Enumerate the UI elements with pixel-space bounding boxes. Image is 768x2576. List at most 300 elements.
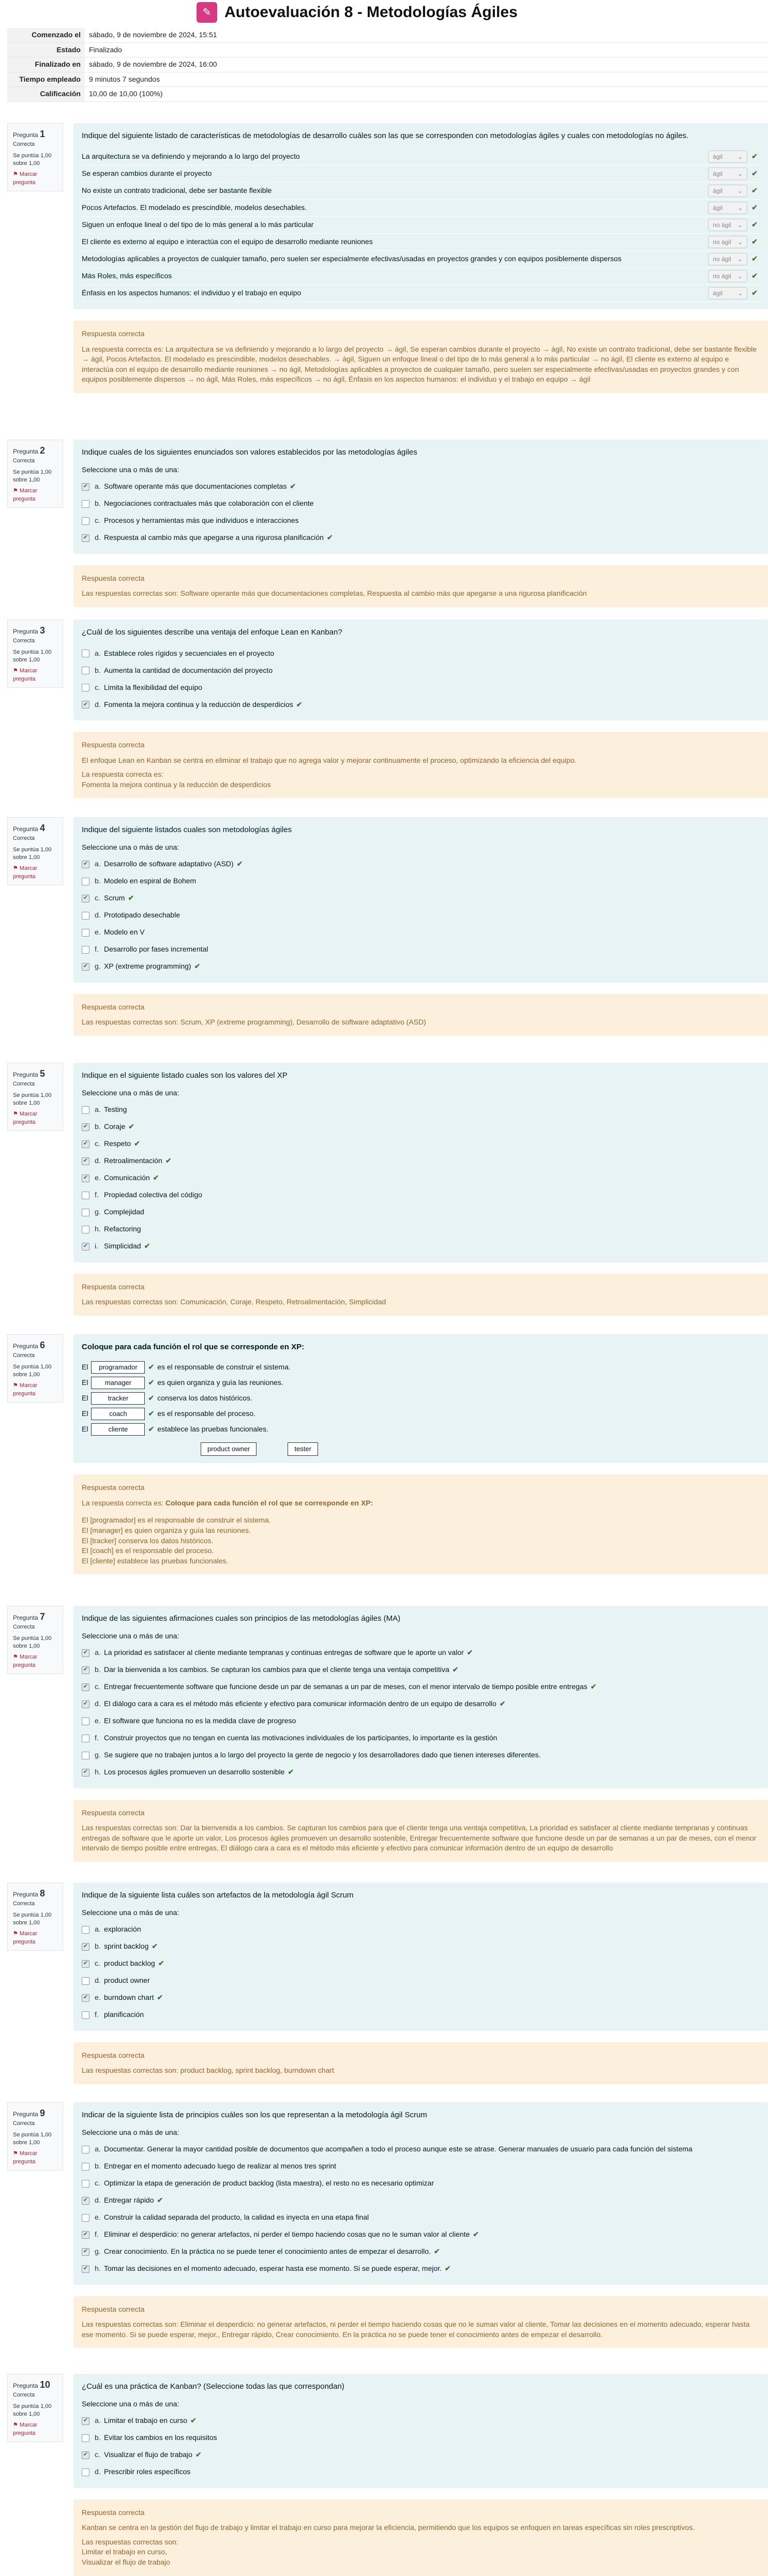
answer-option[interactable]: [82, 1679, 760, 1696]
match-select[interactable]: [708, 287, 747, 299]
checkbox[interactable]: ✔: [82, 2197, 89, 2205]
answer-option[interactable]: [82, 513, 760, 530]
answer-option[interactable]: [82, 1747, 760, 1764]
option-text: Coraje: [104, 1122, 126, 1131]
option-letter: g.: [95, 2247, 101, 2256]
answer-option[interactable]: [82, 2209, 760, 2226]
checkbox[interactable]: [82, 2163, 89, 2171]
correct-check-icon: ✔: [148, 1409, 155, 1418]
option-letter: f.: [95, 1191, 99, 1199]
answer-option[interactable]: [82, 1730, 760, 1747]
feedback-title: Respuesta correcta: [82, 2508, 145, 2517]
answer-option[interactable]: [82, 2226, 760, 2243]
checkbox[interactable]: [82, 2180, 89, 2188]
summary-value: sábado, 9 de noviembre de 2024, 16:00: [85, 57, 768, 72]
answer-option[interactable]: [82, 1955, 760, 1972]
option-text: Entregar rápido: [104, 2196, 154, 2205]
checkbox[interactable]: ✔: [82, 963, 89, 971]
correct-check-icon: ✔: [144, 1242, 150, 1251]
checkbox[interactable]: ✔: [82, 2451, 89, 2459]
question-body: [73, 2374, 768, 2576]
correct-check-icon: ✔: [128, 1122, 134, 1131]
feedback-line: Fomenta la mejora continua y la reducción de desperdicios: [82, 780, 271, 789]
quiz-icon: ✎: [197, 2, 217, 23]
checkbox[interactable]: ✔: [82, 1683, 89, 1691]
option-text: Entregar en el momento adecuado luego de realizar al menos tres sprint: [104, 2162, 337, 2171]
answer-option[interactable]: [82, 1990, 760, 2007]
answer-option[interactable]: [82, 1645, 760, 1662]
checkbox[interactable]: ✔: [82, 1994, 89, 2002]
question-number: [13, 1610, 57, 1623]
checkbox[interactable]: [82, 1209, 89, 1216]
checkbox[interactable]: [82, 2214, 89, 2222]
question-label: Pregunta: [13, 1891, 38, 1898]
correct-check-icon: ✔: [134, 1139, 140, 1148]
checkbox[interactable]: ✔: [82, 1943, 89, 1951]
question-info: [7, 1882, 63, 1951]
question-label: Pregunta: [13, 2382, 38, 2389]
answer-option[interactable]: [82, 662, 760, 679]
match-text: Metodologías aplicables a proyectos de cualquier tamaño, pero suelen ser especialmente efectivas/usadas en proyectos grandes y con equipos posiblemente dispersos: [82, 254, 622, 263]
flag-icon: ⚑: [13, 1654, 20, 1661]
match-row: [82, 200, 760, 217]
option-letter: c.: [95, 1139, 100, 1148]
chevron-down-icon: ⌄: [737, 238, 743, 246]
option-letter: g.: [95, 1751, 101, 1759]
option-text: Documentar. Generar la mayor cantidad posible de documentos que acompañen a todo el proceso aunque este se atrase. Generar manuales de usuario para cada función del sistema: [104, 2145, 692, 2153]
answer-option[interactable]: [82, 1696, 760, 1713]
flag-question-link[interactable]: [13, 487, 57, 503]
question-num: 7: [40, 1611, 46, 1622]
drop-text: es el responsable de construir el sistema.: [157, 1363, 291, 1372]
checkbox[interactable]: ✔: [82, 2265, 89, 2273]
checkbox[interactable]: [82, 1226, 89, 1233]
answer-option[interactable]: [82, 924, 760, 941]
drop-zone[interactable]: manager: [91, 1377, 145, 1389]
select-prompt: Seleccione una o más de una:: [82, 2400, 179, 2408]
answer-option[interactable]: [82, 2464, 760, 2481]
feedback-line: El [cliente] establece las pruebas funcionales.: [82, 1556, 229, 1565]
correct-check-icon: ✔: [190, 2416, 197, 2425]
checkbox[interactable]: [82, 2468, 89, 2476]
option-letter: i.: [95, 1242, 98, 1251]
option-letter: d.: [95, 1156, 101, 1165]
question-label: Pregunta: [13, 1343, 38, 1350]
drop-text: es el responsable del proceso.: [157, 1409, 256, 1418]
answer-option[interactable]: [82, 1764, 760, 1781]
flag-question-link[interactable]: [13, 2150, 57, 2166]
answer-option[interactable]: [82, 530, 760, 547]
option-letter: b.: [95, 499, 101, 508]
drop-zone[interactable]: cliente: [91, 1423, 145, 1436]
flag-question-link[interactable]: [13, 1653, 57, 1669]
checkbox[interactable]: ✔: [82, 1700, 89, 1708]
checkbox[interactable]: [82, 2146, 89, 2153]
question-num: 5: [40, 1068, 46, 1079]
match-select[interactable]: [708, 168, 747, 180]
feedback-line: Las respuestas correctas son:: [82, 2537, 178, 2546]
flag-label: Marcar pregunta: [13, 2422, 38, 2436]
answer-option[interactable]: [82, 1153, 760, 1170]
checkbox[interactable]: ✔: [82, 1157, 89, 1165]
feedback-prefix: La respuesta correcta es:: [82, 1498, 165, 1507]
question-label: Pregunta: [13, 628, 38, 635]
flag-question-link[interactable]: [13, 865, 57, 881]
checkbox[interactable]: [82, 667, 89, 674]
question-number: [13, 1067, 57, 1080]
checkbox[interactable]: ✔: [82, 1140, 89, 1148]
question-num: 1: [40, 129, 46, 139]
checkbox[interactable]: [82, 1752, 89, 1759]
answer-option[interactable]: [82, 2243, 760, 2261]
question-body: [73, 1063, 768, 1316]
chevron-down-icon: ⌄: [737, 272, 743, 280]
option-text: El software que funciona no es la medida clave de progreso: [104, 1716, 296, 1725]
question-text-box: [73, 817, 768, 983]
correct-check-icon: ✔: [499, 1699, 506, 1708]
checkbox[interactable]: [82, 2434, 89, 2442]
answer-option[interactable]: [82, 1204, 760, 1221]
answer-option[interactable]: [82, 1102, 760, 1119]
checkbox[interactable]: ✔: [82, 701, 89, 709]
question-text-box: [73, 620, 768, 720]
question-info: [7, 1334, 63, 1403]
option-text: Desarrollo por fases incremental: [104, 945, 208, 954]
checkbox[interactable]: ✔: [82, 861, 89, 868]
select-prompt: Seleccione una o más de una:: [82, 1908, 179, 1917]
flag-question-link[interactable]: [13, 2421, 57, 2437]
option-letter: a.: [95, 860, 101, 868]
summary-row: [7, 42, 768, 57]
flag-question-link[interactable]: [13, 1110, 57, 1126]
question-score: Se puntúa 1,00 sobre 1,00: [13, 469, 52, 483]
option-text: Optimizar la etapa de generación de product backlog (lista maestra), el resto no es necesario optimizar: [104, 2179, 434, 2188]
option-letter: e.: [95, 2213, 101, 2222]
correct-check-icon: ✔: [148, 1363, 155, 1372]
checkbox[interactable]: [82, 500, 89, 508]
match-row: [82, 148, 760, 165]
option-text: Refactoring: [104, 1225, 141, 1233]
question-state: Correcta: [13, 2392, 35, 2399]
question-number: [13, 1339, 57, 1352]
option-letter: c.: [95, 1682, 100, 1691]
match-text: La arquitectura se va definiendo y mejorando a lo largo del proyecto: [82, 152, 300, 161]
match-select[interactable]: [708, 219, 747, 231]
answer-option[interactable]: [82, 2175, 760, 2192]
answer-option[interactable]: [82, 890, 760, 907]
match-text: Pocos Artefactos. El modelado es prescindible, modelos desechables.: [82, 203, 307, 212]
answer-option[interactable]: [82, 1221, 760, 1238]
question-score: Se puntúa 1,00 sobre 1,00: [13, 649, 52, 663]
option-text: exploración: [104, 1925, 141, 1934]
feedback-line: La respuesta correcta es:: [82, 770, 163, 779]
option-text: Comunicación: [104, 1173, 150, 1182]
answer-option[interactable]: [82, 2192, 760, 2209]
match-text: Énfasis en los aspectos humanos: el individuo y el trabajo en equipo: [82, 289, 302, 297]
option-text: Limita la flexibilidad del equipo: [104, 683, 202, 691]
checkbox[interactable]: ✔: [82, 895, 89, 902]
option-text: Aumenta la cantidad de documentación del proyecto: [104, 666, 273, 674]
checkbox[interactable]: [82, 1106, 89, 1114]
checkbox[interactable]: [82, 878, 89, 885]
answer-option[interactable]: [82, 1921, 760, 1938]
drop-zone[interactable]: coach: [91, 1408, 145, 1420]
checkbox[interactable]: ✔: [82, 2231, 89, 2239]
question-state: Correcta: [13, 1624, 35, 1631]
answer-option[interactable]: [82, 495, 760, 513]
option-letter: e.: [95, 928, 101, 937]
answer-option[interactable]: [82, 2413, 760, 2430]
checkbox[interactable]: ✔: [82, 2417, 89, 2425]
answer-option[interactable]: [82, 2141, 760, 2158]
answer-option[interactable]: [82, 478, 760, 495]
drop-text: es quien organiza y guía las reuniones.: [157, 1378, 283, 1387]
chevron-down-icon: ⌄: [737, 153, 743, 160]
answer-option[interactable]: [82, 1170, 760, 1187]
drop-row: [82, 1360, 760, 1375]
flag-question-link[interactable]: [13, 171, 57, 187]
answer-option[interactable]: [82, 1938, 760, 1955]
question-state: Correcta: [13, 1081, 35, 1088]
drag-item[interactable]: product owner: [201, 1442, 257, 1456]
answer-option[interactable]: [82, 2261, 760, 2278]
correct-check-icon: ✔: [452, 1665, 459, 1674]
drop-text: establece las pruebas funcionales.: [157, 1425, 268, 1434]
flag-label: Marcar pregunta: [13, 668, 38, 682]
checkbox[interactable]: ✔: [82, 1123, 89, 1131]
question-text-box: [73, 1063, 768, 1262]
option-letter: c.: [95, 1959, 100, 1968]
checkbox[interactable]: [82, 912, 89, 920]
option-text: burndown chart: [104, 1993, 154, 2002]
drop-row: [82, 1406, 760, 1422]
question-label: Pregunta: [13, 131, 38, 139]
option-letter: b.: [95, 1942, 101, 1951]
drop-prefix: El: [82, 1394, 88, 1403]
question-num: 6: [40, 1340, 46, 1350]
flag-label: Marcar pregunta: [13, 488, 38, 502]
question-info: [7, 1606, 63, 1674]
checkbox[interactable]: [82, 2011, 89, 2019]
checkbox[interactable]: [82, 517, 89, 525]
question-num: 3: [40, 625, 46, 636]
correct-check-icon: ✔: [751, 237, 758, 246]
checkbox[interactable]: ✔: [82, 1649, 89, 1657]
feedback-bold: Coloque para cada función el rol que se corresponde en XP:: [165, 1498, 373, 1507]
feedback-box: [73, 2296, 768, 2348]
question-num: 4: [40, 823, 46, 833]
checkbox[interactable]: ✔: [82, 1174, 89, 1182]
flag-question-link[interactable]: [13, 1382, 57, 1398]
checkbox[interactable]: [82, 929, 89, 937]
question-number: [13, 128, 57, 141]
checkbox[interactable]: [82, 946, 89, 954]
question-text-box: [73, 2374, 768, 2488]
answer-option[interactable]: [82, 907, 760, 924]
answer-option[interactable]: [82, 1713, 760, 1730]
answer-option[interactable]: [82, 941, 760, 958]
answer-option[interactable]: [82, 645, 760, 662]
question-score: Se puntúa 1,00 sobre 1,00: [13, 1092, 52, 1106]
question-stem: Indique en el siguiente listado cuales son los valores del XP: [82, 1071, 288, 1080]
option-letter: f.: [95, 2230, 99, 2239]
select-prompt: Seleccione una o más de una:: [82, 1089, 179, 1097]
feedback-title: Respuesta correcta: [82, 1808, 145, 1817]
question-label: Pregunta: [13, 1614, 38, 1621]
answer-option[interactable]: [82, 1238, 760, 1255]
checkbox[interactable]: ✔: [82, 2248, 89, 2256]
option-letter: b.: [95, 1122, 101, 1131]
select-value: ágil: [713, 187, 722, 194]
select-value: ágil: [713, 153, 722, 160]
option-text: Procesos y herramientas más que individuos e interacciones: [104, 516, 299, 525]
question-state: Correcta: [13, 638, 35, 644]
answer-option[interactable]: [82, 1972, 760, 1990]
checkbox[interactable]: [82, 650, 89, 657]
match-row: [82, 268, 760, 285]
correct-check-icon: ✔: [148, 1378, 155, 1387]
answer-option[interactable]: [82, 1662, 760, 1679]
summary-key: Calificación: [7, 87, 85, 102]
summary-value: sábado, 9 de noviembre de 2024, 15:51: [85, 28, 768, 42]
option-text: Respeto: [104, 1139, 131, 1148]
question-text-box: [73, 1606, 768, 1788]
checkbox[interactable]: ✔: [82, 534, 89, 542]
correct-check-icon: ✔: [751, 220, 758, 229]
option-letter: a.: [95, 649, 101, 657]
question-body: [73, 2102, 768, 2348]
checkbox[interactable]: [82, 1926, 89, 1934]
drop-text: conserva los datos históricos.: [157, 1394, 252, 1403]
correct-check-icon: ✔: [326, 533, 333, 542]
question-label: Pregunta: [13, 2111, 38, 2118]
question-info: [7, 123, 63, 191]
question-text-box: [73, 440, 768, 554]
question-num: 2: [40, 445, 46, 456]
question-num: 8: [40, 1888, 46, 1899]
correct-check-icon: ✔: [288, 1768, 294, 1776]
checkbox[interactable]: ✔: [82, 1666, 89, 1674]
match-select[interactable]: [708, 270, 747, 282]
correct-check-icon: ✔: [751, 272, 758, 280]
feedback-text: Kanban se centra en la gestión del flujo de trabajo y limitar el trabajo en curso para mejorar la eficiencia, permitiendo que los equipos se enfoquen en tareas específicas sin roles prescriptivos.: [82, 2523, 695, 2532]
option-letter: d.: [95, 700, 101, 709]
checkbox[interactable]: [82, 1192, 89, 1199]
correct-check-icon: ✔: [751, 152, 758, 161]
flag-question-link[interactable]: [13, 1930, 57, 1946]
summary-row: [7, 28, 768, 42]
checkbox[interactable]: [82, 1977, 89, 1985]
option-text: Modelo en espiral de Bohem: [104, 877, 197, 885]
checkbox[interactable]: ✔: [82, 1243, 89, 1251]
answer-option[interactable]: [82, 2447, 760, 2464]
feedback-text: Las respuestas correctas son: Comunicación, Coraje, Respeto, Retroalimentación, Simplicidad: [82, 1298, 386, 1306]
answer-option[interactable]: [82, 2430, 760, 2447]
checkbox[interactable]: [82, 684, 89, 691]
answer-option[interactable]: [82, 1187, 760, 1204]
option-letter: b.: [95, 2433, 101, 2442]
question-number: [13, 1887, 57, 1900]
answer-option[interactable]: [82, 1136, 760, 1153]
checkbox[interactable]: [82, 1718, 89, 1725]
flag-icon: ⚑: [13, 2422, 20, 2429]
match-select[interactable]: [708, 253, 747, 265]
option-letter: h.: [95, 1768, 101, 1776]
feedback-title: Respuesta correcta: [82, 2304, 145, 2313]
flag-label: Marcar pregunta: [13, 1382, 38, 1397]
option-text: Prototipado desechable: [104, 911, 180, 920]
flag-icon: ⚑: [13, 2150, 20, 2157]
drop-row: [82, 1391, 760, 1406]
select-prompt: Seleccione una o más de una:: [82, 465, 179, 474]
drop-zone[interactable]: programador: [91, 1361, 145, 1374]
option-letter: b.: [95, 2162, 101, 2171]
option-letter: c.: [95, 2179, 100, 2188]
correct-check-icon: ✔: [148, 1425, 155, 1434]
match-select[interactable]: [708, 185, 747, 197]
question-body: [73, 1334, 768, 1574]
option-letter: c.: [95, 894, 100, 902]
option-letter: e.: [95, 1993, 101, 2002]
option-text: Entregar frecuentemente software que funcione desde un par de semanas a un par de meses, con el menor intervalo de tiempo posible entre entregas: [104, 1682, 588, 1691]
feedback-title: Respuesta correcta: [82, 1483, 145, 1492]
option-text: product backlog: [104, 1959, 155, 1968]
answer-option[interactable]: [82, 679, 760, 696]
option-letter: b.: [95, 877, 101, 885]
checkbox[interactable]: ✔: [82, 483, 89, 491]
answer-option[interactable]: [82, 2007, 760, 2024]
answer-option[interactable]: [82, 856, 760, 873]
drag-item[interactable]: tester: [288, 1442, 318, 1456]
correct-check-icon: ✔: [128, 894, 134, 902]
feedback-line: Visualizar el flujo de trabajo: [82, 2557, 170, 2566]
drop-zone[interactable]: tracker: [91, 1392, 145, 1405]
match-select[interactable]: [708, 202, 747, 214]
option-letter: b.: [95, 1665, 101, 1674]
match-select[interactable]: [708, 236, 747, 248]
answer-option[interactable]: [82, 873, 760, 890]
checkbox[interactable]: ✔: [82, 1960, 89, 1968]
summary-key: Comenzado el: [7, 28, 85, 42]
question-score: Se puntúa 1,00 sobre 1,00: [13, 1911, 52, 1926]
feedback-text: [82, 1498, 760, 1509]
checkbox[interactable]: [82, 1735, 89, 1742]
question-stem: ¿Cuál de los siguientes describe una ventaja del enfoque Lean en Kanban?: [82, 628, 342, 637]
match-select[interactable]: [708, 150, 747, 163]
question-score: Se puntúa 1,00 sobre 1,00: [13, 2131, 52, 2146]
answer-option[interactable]: [82, 958, 760, 975]
answer-option[interactable]: [82, 2158, 760, 2175]
flag-question-link[interactable]: [13, 667, 57, 683]
correct-check-icon: ✔: [194, 962, 201, 971]
feedback-text: Las respuestas correctas son: Scrum, XP (extreme programming), Desarrollo de software adaptativo (ASD): [82, 1018, 426, 1027]
option-text: El diálogo cara a cara es el método más eficiente y efectivo para comunicar información dentro de un equipo de desarrollo: [104, 1699, 496, 1708]
option-letter: d.: [95, 533, 101, 542]
correct-check-icon: ✔: [473, 2230, 479, 2239]
checkbox[interactable]: ✔: [82, 1769, 89, 1776]
answer-option[interactable]: [82, 1119, 760, 1136]
option-text: Tomar las decisiones en el momento adecuado, esperar hasta ese momento. Si se puede esperar, mejor.: [104, 2264, 442, 2273]
summary-key: Estado: [7, 42, 85, 57]
answer-option[interactable]: [82, 696, 760, 713]
question-state: Correcta: [13, 1901, 35, 1907]
feedback-box: [73, 321, 768, 393]
flag-icon: ⚑: [13, 1382, 20, 1389]
option-text: Dar la bienvenida a los cambios. Se capturan los cambios para que el cliente tenga una ventaja competitiva: [104, 1665, 449, 1674]
question-score: Se puntúa 1,00 sobre 1,00: [13, 846, 52, 861]
flag-label: Marcar pregunta: [13, 865, 38, 880]
option-letter: d.: [95, 2196, 101, 2205]
